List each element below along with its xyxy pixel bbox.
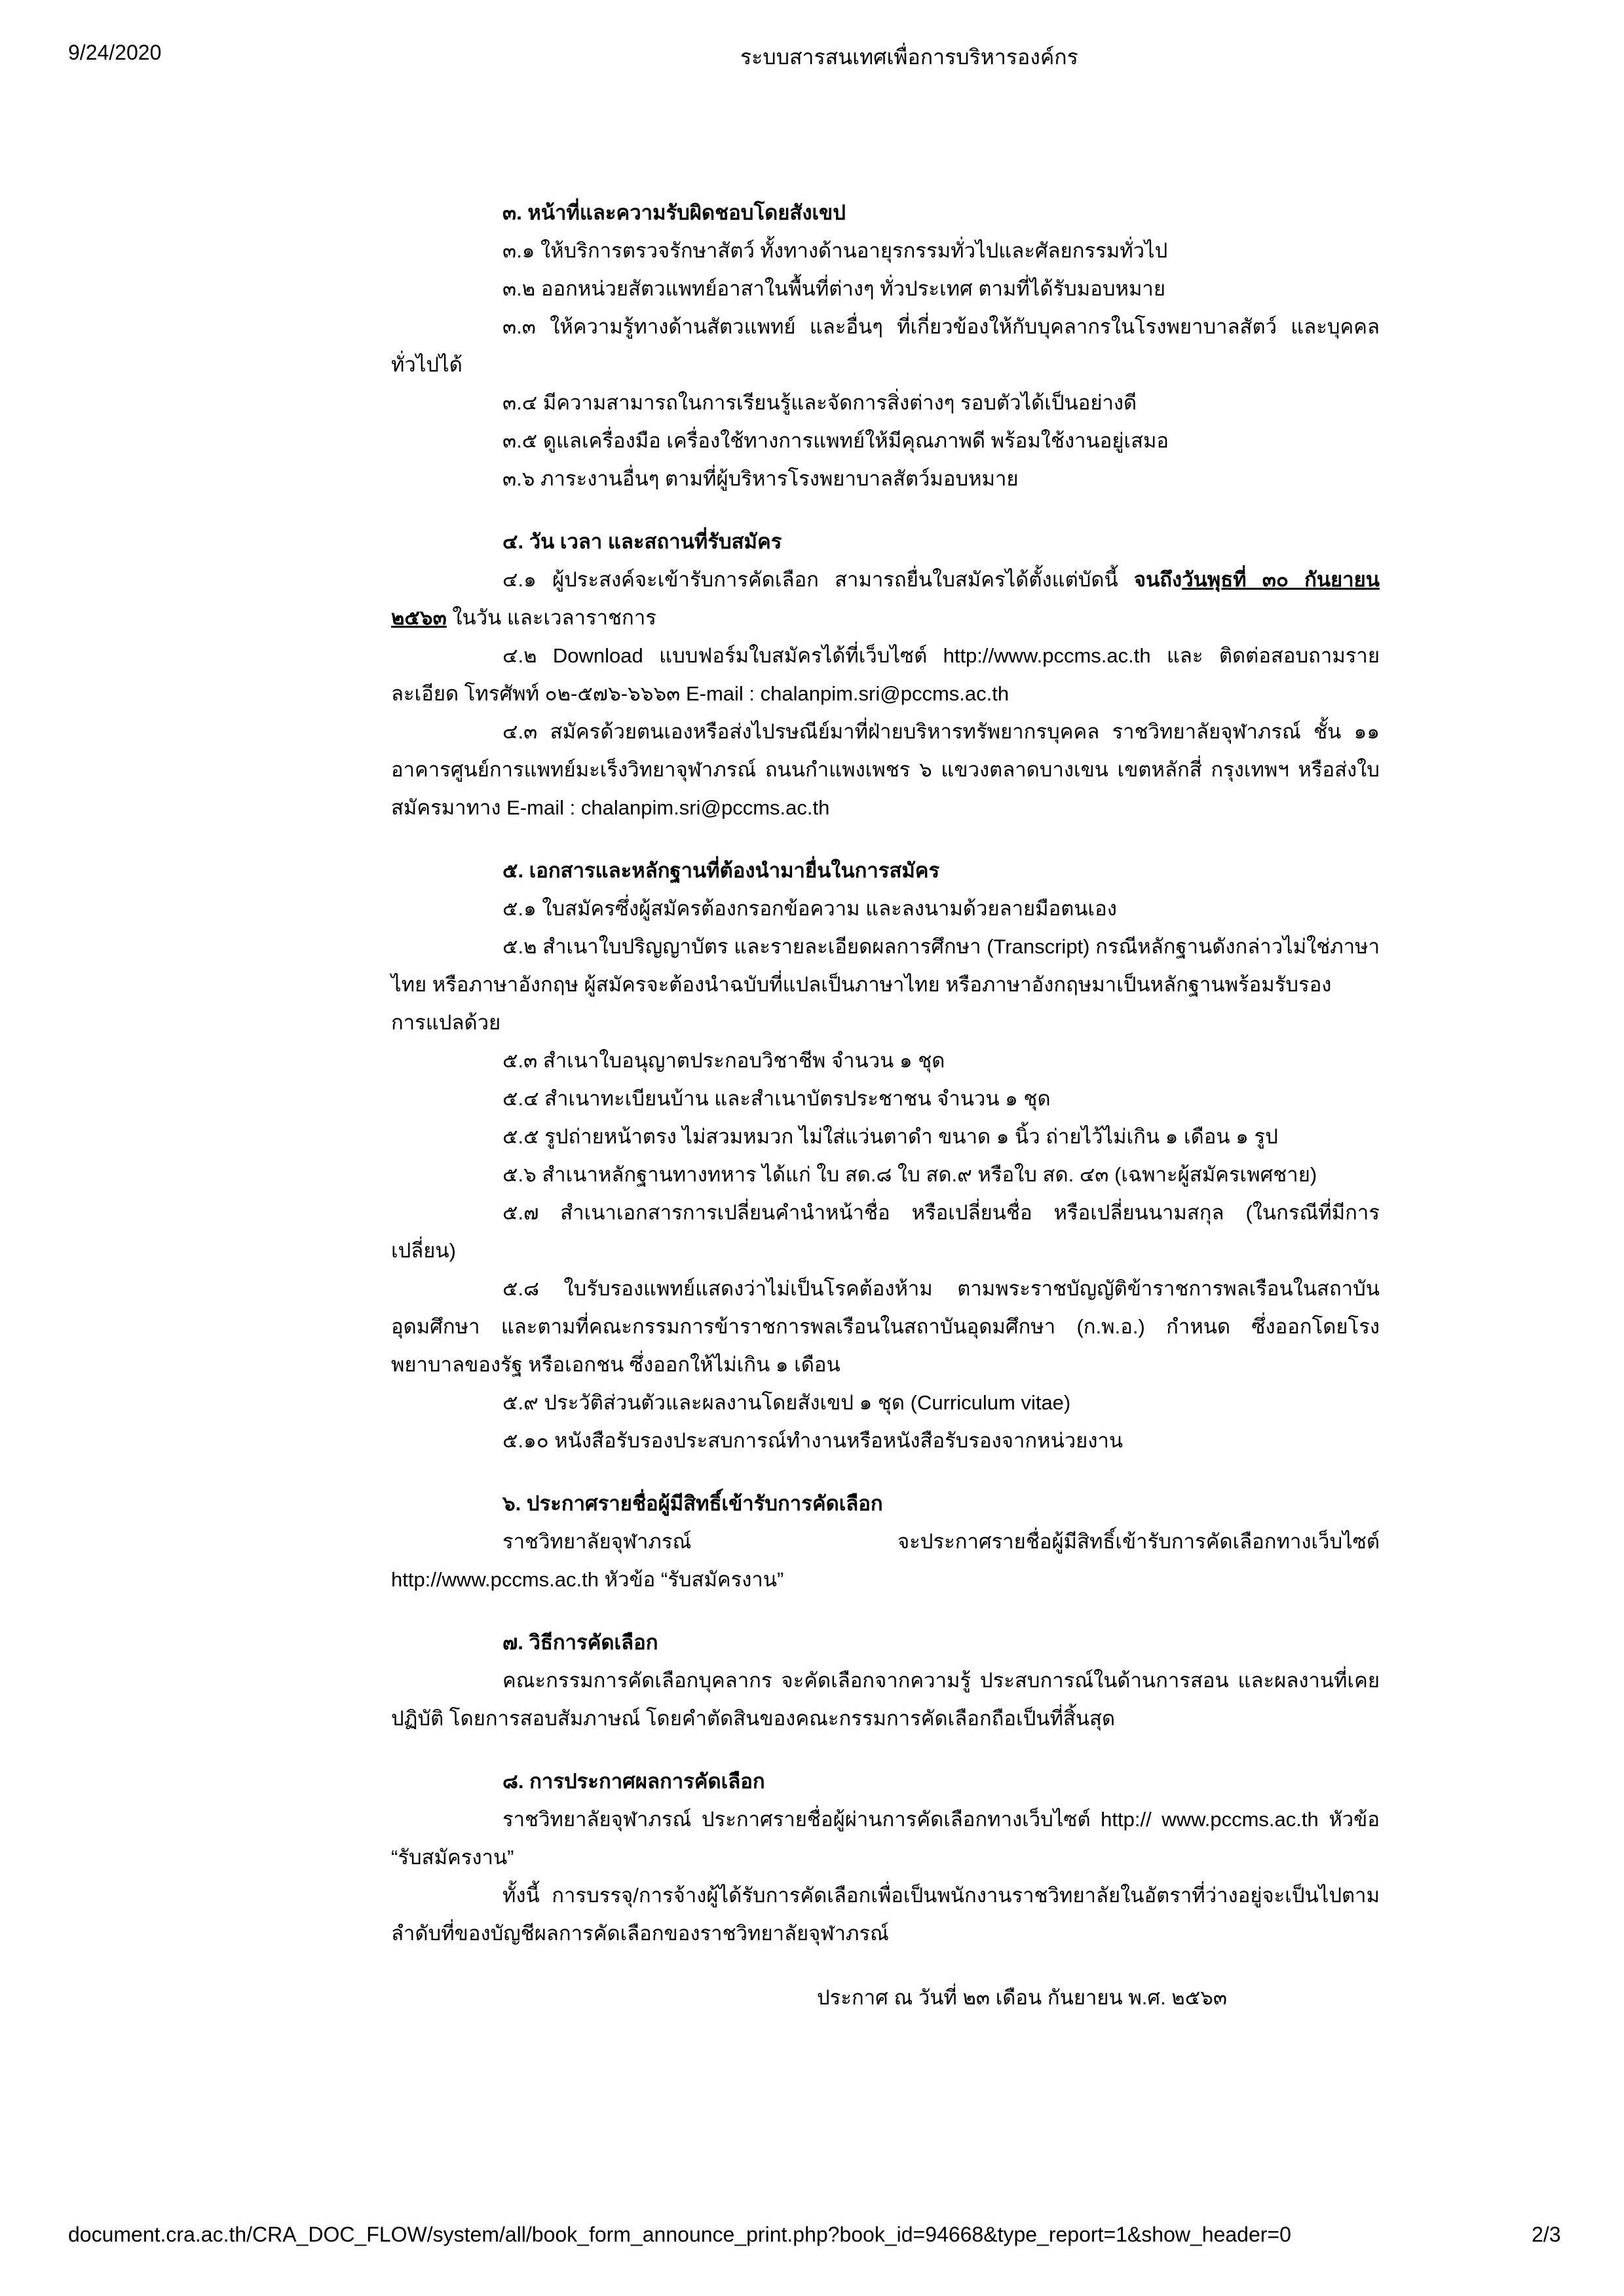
page-number: 2/3: [1532, 2223, 1561, 2246]
list-item: ๕.๗ สำเนาเอกสารการเปลี่ยนคำนำหน้าชื่อ หรือเปลี่ยนชื่อ หรือเปลี่ยนนามสกุล (ในกรณีที่มีการเปลี่ยน): [391, 1201, 1380, 1262]
list-item: ๕.๒ สำเนาใบปริญญาบัตร และรายละเอียดผลการศึกษา (Transcript) กรณีหลักฐานดังกล่าวไม่ใช่ภาษาไทย หรือภาษาอังกฤษ ผู้สมัครจะต้องนำฉบับที่แปลเป็นภาษาไทย หรือภาษาอังกฤษมาเป็นหลักฐานพร้อมรับรอง: [391, 935, 1380, 996]
list-item-deadline: [391, 561, 1380, 637]
item-text: ในวัน และเวลาราชการ: [446, 606, 656, 629]
section-title: ๖. ประกาศรายชื่อผู้มีสิทธิ์เข้ารับการคัดเลือก: [502, 1492, 883, 1515]
section-6: [391, 1485, 1380, 1599]
section-title: ๗. วิธีการคัดเลือก: [502, 1631, 658, 1654]
list-item: ทั้งนี้ การบรรจุ/การจ้างผู้ได้รับการคัดเลือกเพื่อเป็นพนักงานราชวิทยาลัยในอัตราที่ว่างอยู่จะเป็นไปตามลำดับที่ของบัญชีผลการคัดเลือกของราชวิทยาลัยจุฬาภรณ์: [391, 1884, 1380, 1945]
section-title: ๓. หน้าที่และความรับผิดชอบโดยสังเขป: [502, 201, 846, 224]
list-item: ๕.๓ สำเนาใบอนุญาตประกอบวิชาชีพ จำนวน ๑ ชุด: [502, 1049, 945, 1072]
section-5: [391, 852, 1380, 1460]
list-item: ๕.๘ ใบรับรองแพทย์แสดงว่าไม่เป็นโรคต้องห้าม ตามพระราชบัญญัติข้าราชการพลเรือนในสถาบันอุดมศึกษา และตามที่คณะกรรมการข้าราชการพลเรือนในสถาบันอุดมศึกษา (ก.พ.อ.) กำหนด ซึ่งออกโดยโรงพยาบาลของรัฐ หรือเอกชน ซึ่งออกให้ไม่เกิน ๑ เดือน: [391, 1277, 1380, 1376]
list-item: คณะกรรมการคัดเลือกบุคลากร จะคัดเลือกจากความรู้ ประสบการณ์ในด้านการสอน และผลงานที่เคยปฏิบัติ โดยการสอบสัมภาษณ์ โดยคำตัดสินของคณะกรรมการคัดเลือกถือเป็นที่สิ้นสุด: [391, 1669, 1380, 1730]
list-item: ๓.๕ ดูแลเครื่องมือ เครื่องใช้ทางการแพทย์ให้มีคุณภาพดี พร้อมใช้งานอยู่เสมอ: [502, 429, 1169, 452]
list-item: ๓.๔ มีความสามารถในการเรียนรู้และจัดการสิ่งต่างๆ รอบตัวได้เป็นอย่างดี: [502, 391, 1137, 414]
section-title: ๕. เอกสารและหลักฐานที่ต้องนำมายื่นในการสมัคร: [502, 859, 940, 882]
item-text: ๔.๑ ผู้ประสงค์จะเข้ารับการคัดเลือก สามารถยื่นใบสมัครได้ตั้งแต่บัดนี้: [502, 568, 1134, 591]
list-item: ๕.๔ สำเนาทะเบียนบ้าน และสำเนาบัตรประชาชน จำนวน ๑ ชุด: [502, 1087, 1051, 1110]
page-header-title: ระบบสารสนเทศเพื่อการบริหารองค์กร: [740, 45, 1078, 69]
print-date: 9/24/2020: [68, 41, 162, 64]
list-item: ๕.๙ ประวัติส่วนตัวและผลงานโดยสังเขป ๑ ชุด (Curriculum vitae): [502, 1391, 1071, 1414]
list-item: ๕.๑๐ หนังสือรับรองประสบการณ์ทำงานหรือหนังสือรับรองจากหน่วยงาน: [502, 1429, 1124, 1452]
list-item: ๓.๖ ภาระงานอื่นๆ ตามที่ผู้บริหารโรงพยาบาลสัตว์มอบหมาย: [502, 467, 1019, 490]
list-item: ๓.๓ ให้ความรู้ทางด้านสัตวแพทย์ และอื่นๆ ที่เกี่ยวข้องให้กับบุคลากรในโรงพยาบาลสัตว์ และบุคคลทั่วไปได้: [391, 315, 1380, 376]
list-item: ๔.๓ สมัครด้วยตนเองหรือส่งไปรษณีย์มาที่ฝ่ายบริหารทรัพยากรบุคคล ราชวิทยาลัยจุฬาภรณ์ ชั้น ๑๑ อาคารศูนย์การแพทย์มะเร็งวิทยาจุฬาภรณ์ ถนนกำแพงเพชร ๖ แขวงตลาดบางเขน เขตหลักสี่ กรุงเทพฯ หรือส่งใบสมัครมาทาง E-mail : chalanpim.sri@pccms.ac.th: [391, 720, 1380, 819]
list-item: ๕.๑ ใบสมัครซึ่งผู้สมัครต้องกรอกข้อความ และลงนามด้วยลายมือตนเอง: [502, 897, 1117, 920]
section-title: ๘. การประกาศผลการคัดเลือก: [502, 1770, 765, 1793]
section-title: ๔. วัน เวลา และสถานที่รับสมัคร: [502, 530, 782, 553]
list-item: ราชวิทยาลัยจุฬาภรณ์ ประกาศรายชื่อผู้ผ่านการคัดเลือกทางเว็บไซต์ http:// www.pccms.ac.th หัวข้อ “รับสมัครงาน”: [391, 1808, 1380, 1869]
footer-url[interactable]: document.cra.ac.th/CRA_DOC_FLOW/system/all/book_form_announce_print.php?book_id=94668&type_report=1&show_header=0: [68, 2223, 1291, 2246]
section-8: [391, 1763, 1380, 1953]
document-body: [391, 194, 1380, 2017]
list-item-continuation: การแปลด้วย: [391, 1011, 501, 1034]
section-4: [391, 523, 1380, 827]
list-item: ๓.๒ ออกหน่วยสัตวแพทย์อาสาในพื้นที่ต่างๆ ทั่วประเทศ ตามที่ได้รับมอบหมาย: [502, 277, 1165, 300]
list-item: ๓.๑ ให้บริการตรวจรักษาสัตว์ ทั้งทางด้านอายุรกรรมทั่วไปและศัลยกรรมทั่วไป: [502, 239, 1168, 262]
list-item: ๕.๕ รูปถ่ายหน้าตรง ไม่สวมหมวก ไม่ใส่แว่นตาดำ ขนาด ๑ นิ้ว ถ่ายไว้ไม่เกิน ๑ เดือน ๑ รูป: [502, 1125, 1278, 1148]
list-item: ๕.๖ สำเนาหลักฐานทางทหาร ได้แก่ ใบ สด.๘ ใบ สด.๙ หรือใบ สด. ๔๓ (เฉพาะผู้สมัครเพศชาย): [502, 1163, 1317, 1186]
announcement-date: ประกาศ ณ วันที่ ๒๓ เดือน กันยายน พ.ศ. ๒๕๖๓: [817, 1986, 1228, 2009]
section-7: [391, 1624, 1380, 1738]
deadline-date: วันพุธที่ ๓๐ กันยายน ๒๕๖๓: [391, 568, 1380, 629]
deadline-prefix: จนถึง: [1133, 568, 1182, 591]
section-3: [391, 194, 1380, 498]
list-item: ราชวิทยาลัยจุฬาภรณ์ จะประกาศรายชื่อผู้มีสิทธิ์เข้ารับการคัดเลือกทางเว็บไซต์ http://www.pccms.ac.th หัวข้อ “รับสมัครงาน”: [391, 1530, 1380, 1591]
list-item: ๔.๒ Download แบบฟอร์มใบสมัครได้ที่เว็บไซต์ http://www.pccms.ac.th และ ติดต่อสอบถามรายละเอียด โทรศัพท์ ๐๒-๕๗๖-๖๖๖๓ E-mail : chalanpim.sri@pccms.ac.th: [391, 644, 1380, 705]
